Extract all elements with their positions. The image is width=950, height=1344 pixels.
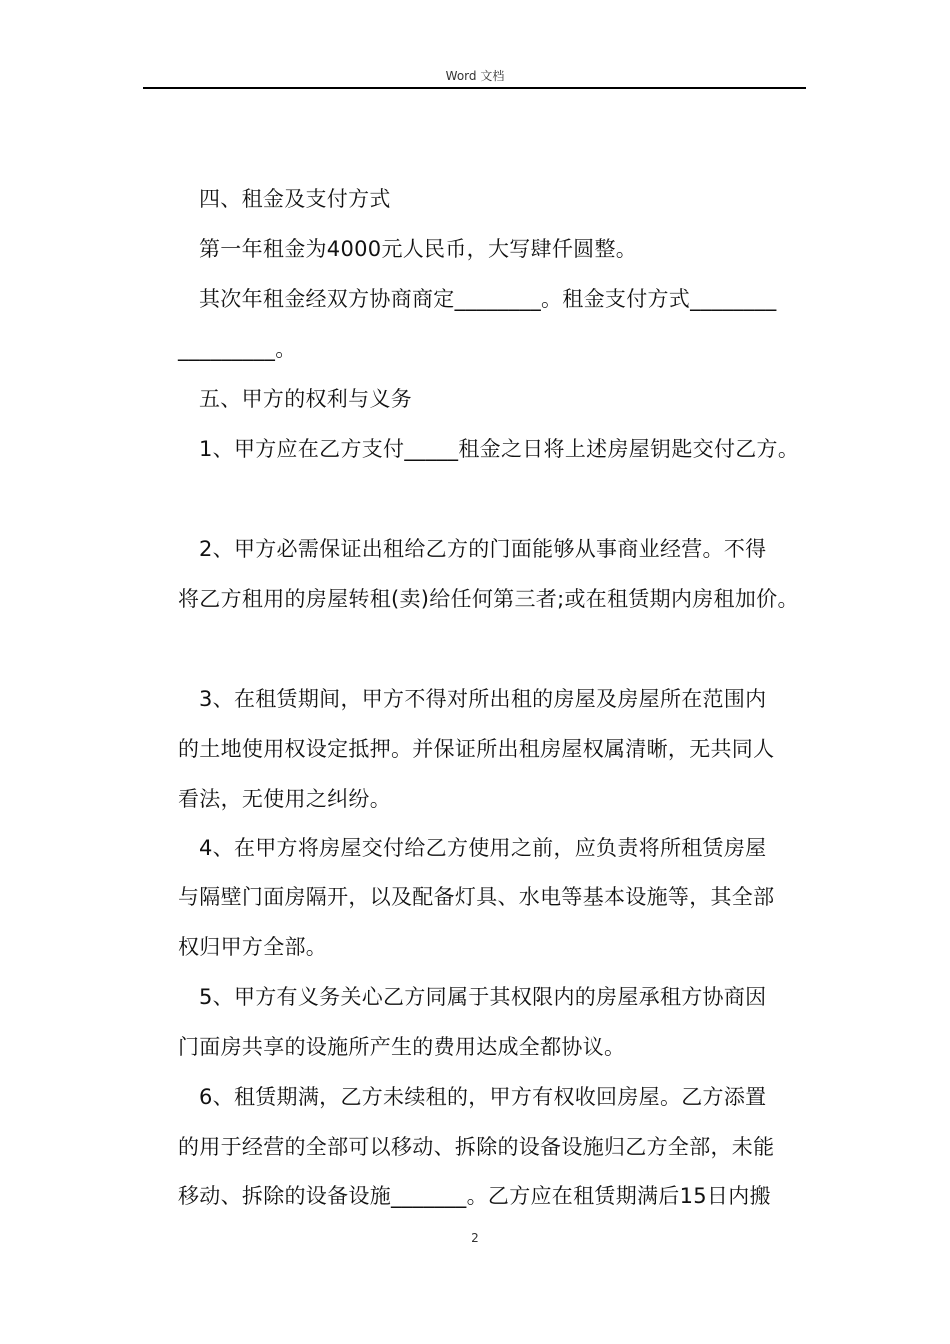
section-heading-party-a: 五、甲方的权利与义务 — [199, 387, 412, 411]
paragraph-line: 4、在甲方将房屋交付给乙方使用之前，应负责将所租赁房屋 — [199, 836, 767, 860]
paragraph-line: 权归甲方全部。 — [178, 935, 328, 959]
paragraph-line: 的用于经营的全部可以移动、拆除的设备设施归乙方全部，未能 — [178, 1135, 775, 1159]
paragraph-line: 看法，无使用之纠纷。 — [178, 787, 391, 811]
section-heading-rent: 四、租金及支付方式 — [199, 187, 391, 211]
paragraph-line: 3、在租赁期间，甲方不得对所出租的房屋及房屋所在范围内 — [199, 687, 767, 711]
paragraph-line: 将乙方租用的房屋转租(卖)给任何第三者;或在租赁期内房租加价。 — [178, 587, 799, 611]
paragraph-line: 2、甲方必需保证出租给乙方的门面能够从事商业经营。不得 — [199, 537, 767, 561]
page-number: 2 — [471, 1231, 479, 1245]
paragraph-line: 5、甲方有义务关心乙方同属于其权限内的房屋承租方协商因 — [199, 985, 767, 1009]
paragraph-line: 移动、拆除的设备设施_______。乙方应在租赁期满后15日内搬 — [178, 1184, 771, 1208]
paragraph-line: _________。 — [178, 337, 297, 361]
header-title: Word 文档 — [445, 69, 505, 83]
paragraph-line: 的土地使用权设定抵押。并保证所出租房屋权属清晰，无共同人 — [178, 737, 775, 761]
paragraph-line: 门面房共享的设施所产生的费用达成全都协议。 — [178, 1035, 626, 1059]
paragraph-line: 其次年租金经双方协商商定________。租金支付方式________ — [199, 287, 777, 311]
header-divider — [143, 87, 806, 89]
paragraph-line: 1、甲方应在乙方支付_____租金之日将上述房屋钥匙交付乙方。 — [199, 437, 800, 461]
paragraph-line: 6、租赁期满，乙方未续租的，甲方有权收回房屋。乙方添置 — [199, 1085, 767, 1109]
paragraph-line: 与隔壁门面房隔开，以及配备灯具、水电等基本设施等，其全部 — [178, 885, 775, 909]
paragraph-line: 第一年租金为4000元人民币，大写肆仟圆整。 — [199, 237, 638, 261]
